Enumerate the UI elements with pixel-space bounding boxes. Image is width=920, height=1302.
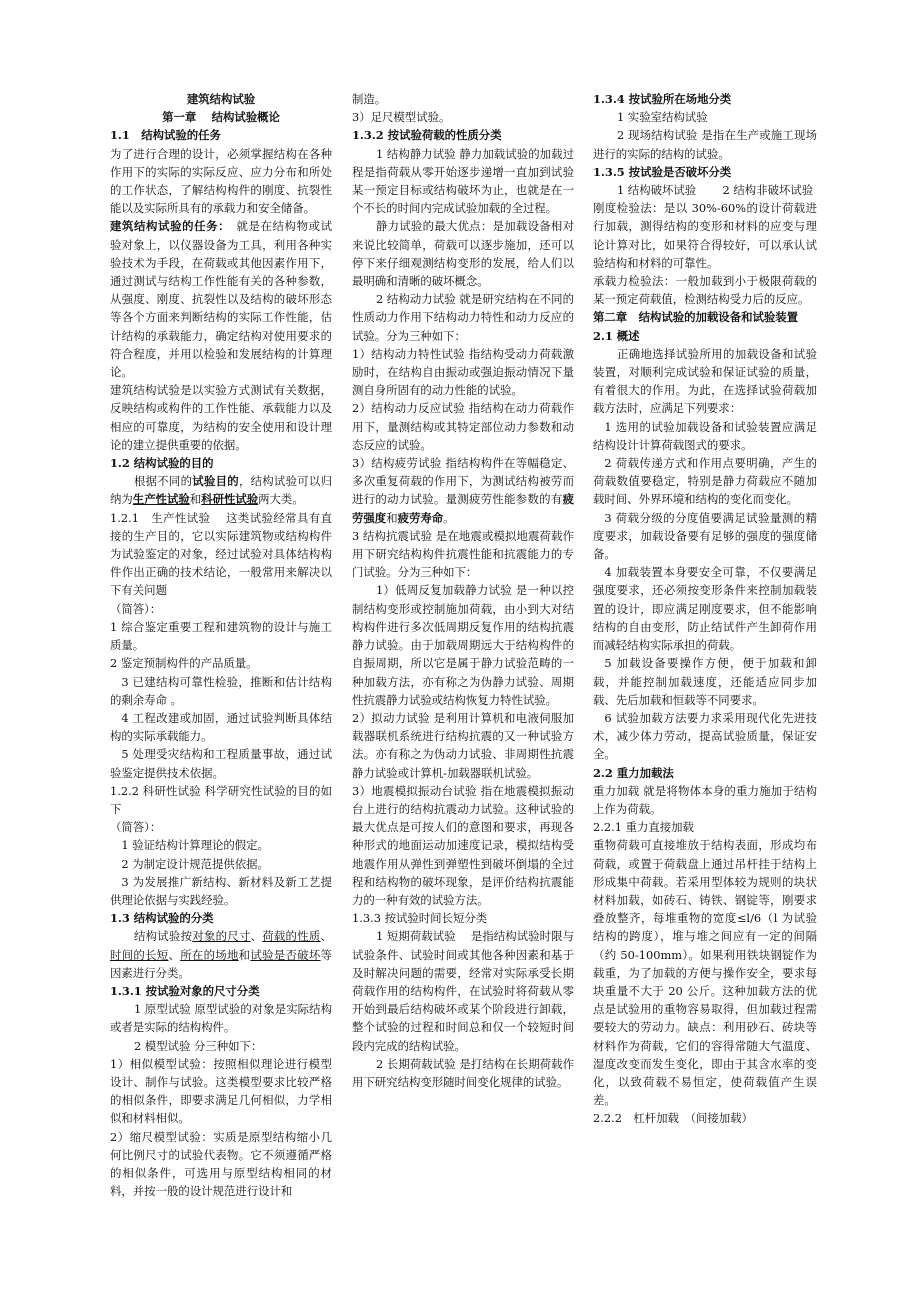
left-text-column: [110, 90, 332, 1200]
paragraph: 2）结构动力反应试验 指结构在动力荷载作用下，量测结构或其特定部位动力参数和动态反应的试验。: [352, 401, 574, 452]
text-run: 、: [168, 947, 181, 962]
emphasis-text: 所在的场地: [180, 947, 239, 962]
text-run: 就是在结构物或试验对象上，以仪器设备为工具，利用各种实验技术为手段，在荷载或其他因素作用下，通过测试与结构工作性能有关的各种参数，从强度、刚度、抗裂性以及结构的破坏形态等各个方面来判断结构的实际工作性能，估计结构的承载能力，确定结构对使用要求的符合程度，并用以检验和发展结构的计算理论。: [110, 219, 332, 380]
emphasis-text: 时间的长短: [110, 947, 169, 962]
paragraph: 1.2.2 科研性试验 科学研究性试验的目的如下: [110, 783, 332, 816]
paragraph: 1.3.3 按试验时间长短分类: [352, 911, 488, 926]
paragraph: 1 综合鉴定重要工程和建筑物的设计与施工质量。: [110, 619, 332, 653]
emphasis-text: 试验目的: [192, 474, 239, 489]
paragraph: 1）相似模型试验：按照相似理论进行模型设计、制作与试验。这类模型要求比较严格的相似条件，即要求满足几何相似，力学相似和材料相似。: [110, 1056, 332, 1126]
text-run: 根据不同的: [133, 474, 193, 489]
paragraph: 5 处理受灾结构和工程质量事故，通过试验鉴定提供技术依据。: [110, 747, 332, 780]
section-heading: 1.3.1 按试验对象的尺寸分类: [110, 983, 260, 998]
paragraph: 1 结构静力试验 静力加载试验的加载过程是指荷载从零开始逐步递增一直加到试验某一预定目标或结构破坏为止，也就是在一个不长的时间内完成试验加载的全过程。: [352, 146, 574, 216]
text-run: 和: [189, 492, 202, 507]
document-title: 第一章 结构试验概论: [162, 110, 280, 125]
emphasis-text: 荷载的性质: [262, 929, 321, 944]
paragraph: 2）缩尺模型试验：实质是原型结构缩小几何比例尺寸的试验代表物。它不须遵循严格的相似条件，可选用与原型结构相同的材料，并按一般的设计规范进行设计和: [110, 1129, 332, 1199]
paragraph: 1 实验室结构试验: [616, 110, 708, 125]
section-heading: 1.3.5 按试验是否破坏分类: [593, 164, 732, 179]
paragraph: 2 现场结构试验 是指在生产或施工现场进行的实际的结构的试验。: [593, 128, 817, 161]
section-heading: 第二章 结构试验的加载设备和试验装置: [593, 310, 799, 325]
emphasis-text: 试验是否破坏: [250, 947, 321, 962]
document-title: 建筑结构试验: [186, 92, 256, 106]
paragraph: [110, 472, 332, 508]
paragraph: 承载力检验法：一般加载到小于极限荷载的某一预定荷载值，检测结构受力后的反应。: [593, 274, 817, 307]
paragraph: [110, 217, 332, 381]
paragraph: 1 短期荷载试验 是指结构试验时限与试验条件、试验时间或其他各种因素和基于及时解决问题的需要，经常对实际承受长期荷载作用的结构构件，在试验时将荷载从零开始到最后结构破坏或某个阶段进行卸载，整个试验的过程和时间总和仅一个较短时间段内完成的结构试验。: [352, 929, 574, 1053]
paragraph: 2 荷载传递方式和作用点要明确，产生的荷载数值要稳定，特别是静力荷载应不随加载时间、外界环境和结构的变化而变化。: [593, 456, 817, 507]
paragraph: 3）地震模拟振动台试验 指在地震模拟振动台上进行的结构抗震动力试验。这种试验的最大优点是可按人们的意图和要求，再现各种形式的地面运动加速度记录，模拟结构受地震作用从弹性到弹塑性到破坏倒塌的全过程和结构物的破坏现象，是评价结构抗震能力的一种有效的试验方法。: [352, 783, 574, 907]
middle-text-column: [352, 90, 574, 1091]
paragraph: [352, 454, 574, 527]
text-run: 等因素进行分类。: [110, 947, 332, 980]
paragraph: [110, 927, 332, 982]
paragraph: 正确地选择试验所用的加载设备和试验装置，对顺利完成试验和保证试验的质量，有着很大的作用。为此，在选择试验荷载加载方法时，应满足下列要求：: [593, 346, 817, 416]
paragraph: 重力加载 就是将物体本身的重力施加于结构上作为荷载。: [593, 783, 817, 816]
paragraph: 1）低周反复加载静力试验 是一种以控制结构变形或控制施加荷载，由小到大对结构构件进行多次低周期反复作用的结构抗震静力试验。由于加载周期远大于结构构件的自振周期，所以它是属于静力试验范畴的一种加载方法，亦有称之为伪静力试验、周期性抗震静力试验或结构恢复力特性试验。: [352, 583, 574, 707]
paragraph: 1.2.1 生产性试验 这类试验经常具有直接的生产目的，它以实际建筑物或结构构件为试验鉴定的对象，经过试验对具体结构构件作出正确的技术结论，一般常用来解决以下有关问题: [110, 510, 332, 598]
paragraph: 1 结构破坏试验 2 结构非破坏试验: [616, 183, 814, 198]
text-run: 。: [443, 510, 455, 525]
paragraph: 5 加载设备要操作方便，便于加载和卸载，并能控制加载速度，还能适应同步加载、先后加载和恒载等不同要求。: [593, 656, 817, 707]
section-heading: 2.2 重力加载法: [593, 765, 674, 780]
emphasis-text: 疲劳寿命: [397, 510, 444, 525]
paragraph: （简答）：: [110, 820, 162, 835]
text-run: 两大类。: [258, 492, 304, 507]
section-heading: 1.3.4 按试验所在场地分类: [593, 92, 732, 106]
emphasis-text: 对象的尺寸: [192, 929, 251, 944]
section-heading: 1.1 结构试验的任务: [110, 128, 221, 143]
section-heading: 2.1 概述: [593, 328, 640, 343]
paragraph: 3 为发展推广新结构、新材料及新工艺提供理论依据与实践经验。: [110, 874, 332, 907]
section-heading: 1.3 结构试验的分类: [110, 911, 214, 926]
paragraph: 3 已建结构可靠性检验，推断和估计结构的剩余寿命 。: [110, 674, 332, 707]
paragraph: 2 结构动力试验 就是研究结构在不同的性质动力作用下结构动力特性和动力反应的试验。分为三种如下：: [352, 292, 574, 343]
paragraph: 刚度检验法：是以 30%-60%的设计荷载进行加载，测得结构的变形和材料的应变与理论计算对比，如果符合得较好，可以承认试验结构和材料的可靠性。: [593, 201, 817, 270]
emphasis-text: 疲劳强度: [352, 492, 574, 525]
paragraph: 为了进行合理的设计，必须掌握结构在各种作用下的实际的实际反应、应力分布和所处的工作状态，了解结构构件的刚度、抗裂性能以及实际所具有的承载力和安全储备。: [110, 146, 332, 216]
paragraph: 2 长期荷载试验 是打结构在长期荷载作用下研究结构变形随时间变化规律的试验。: [352, 1056, 574, 1089]
section-heading: 1.2 结构试验的目的: [110, 456, 214, 471]
paragraph: 1）结构动力特性试验 指结构受动力荷载激励时，在结构自由振动或强迫振动情况下量测自身所固有的动力性能的试验。: [352, 346, 574, 398]
paragraph: 1 原型试验 原型试验的对象是实际结构或者是实际的结构构件。: [110, 1002, 332, 1035]
paragraph: 3 荷载分级的分度值要满足试验量测的精度要求，加载设备要有足够的强度的强度储备。: [593, 510, 817, 562]
paragraph: 4 工程改建或加固，通过试验判断具体结构的实际承载能力。: [110, 710, 332, 744]
paragraph: 2.2.2 杠杆加载 （间接加载）: [593, 1111, 753, 1126]
text-run: 结构试验按: [133, 929, 193, 944]
paragraph: 2）拟动力试验 是利用计算机和电液伺服加载器联机系统进行结构抗震的又一种试验方法。亦有称之为伪动力试验、非周期性抗震静力试验或计算机-加载器联机试验。: [352, 710, 574, 780]
paragraph: 2 模型试验 分三种如下：: [133, 1038, 263, 1053]
text-run: 3）结构疲劳试验 指结构构件在等幅稳定、多次重复荷载的作用下，为测试结构被劳而进行的动力试验。量测疲劳性能参数的有: [352, 456, 574, 507]
paragraph: 3 结构抗震试验 是在地震或模拟地震荷载作用下研究结构构件抗震性能和抗震能力的专门试验。分为三种如下：: [352, 528, 574, 580]
paragraph: 静力试验的最大优点：是加载设备相对来说比较简单，荷载可以逐步施加，还可以停下来仔细观测结构变形的发展，给人们以最明确和清晰的破坏概念。: [352, 219, 574, 289]
paragraph: 重物荷载可直接堆放于结构表面，形成均布荷载，或置于荷载盘上通过吊杆挂于结构上形成集中荷载。若采用型体较为规则的块状材料加载，如砖石、铸铁、钢锭等，刚要求叠放整齐，每堆重物的宽度≤l/6（l 为试验结构的跨度），堆与堆之间应有一定的间隔（约 50-100mm）。如果利用铁块钢锭作为载重，为了加载的方便与操作安全，要求每块重量不大于 20 公斤。这种加载方法的优点是试验用的重物容易取得，但加载过程需要较大的劳动力。缺点：利用砂石、砖块等材料作为荷载，它们的容得常随大气温度、湿度改变而发生变化，即由于其含水率的变化，以致荷载不易恒定，使荷载值产生误差。: [593, 838, 817, 1108]
paragraph: 1 选用的试验加载设备和试验装置应满足结构设计计算荷载图式的要求。: [593, 419, 817, 452]
paragraph: 1 验证结构计算理论的假定。: [121, 838, 269, 853]
paragraph: 制造。: [352, 92, 387, 106]
emphasis-text: 生产性试验: [132, 492, 190, 507]
paragraph: 建筑结构试验是以实验方式测试有关数据，反映结构或构件的工作性能、承载能力以及相应的可靠度，为结构的安全使用和设计理论的建立提供重要的依据。: [110, 383, 332, 452]
emphasis-text: 建筑结构试验的任务：: [110, 219, 225, 234]
section-heading: 1.3.2 按试验荷载的性质分类: [352, 128, 502, 143]
paragraph: （简答）：: [110, 601, 162, 616]
text-run: 、: [250, 929, 263, 944]
emphasis-text: 科研性试验: [201, 492, 259, 507]
paragraph: 6 试验加载方法要力求采用现代化先进技术，减少体力劳动，提高试验质量，保证安全。: [593, 710, 817, 762]
right-text-column: [593, 90, 817, 1128]
paragraph: 2 为制定设计规范提供依据。: [121, 856, 269, 871]
text-run: ，结构试验可以归纳为: [110, 474, 332, 507]
paragraph: 2.2.1 重力直接加载: [593, 820, 694, 835]
text-run: 和: [238, 947, 251, 962]
text-run: 和: [386, 510, 398, 525]
text-run: 、: [320, 929, 332, 944]
paragraph: 2 鉴定预制构件的产品质量。: [110, 656, 258, 671]
paragraph: 3）足尺模型试验。: [352, 110, 451, 125]
paragraph: 4 加载装置本身要安全可靠，不仅要满足强度要求，还必须按变形条件来控制加载装置的设计，即应满足刚度要求，但不能影响结构的自由变形，防止结试件产生卸荷作用而减轻结构实际承担的荷载。: [593, 565, 817, 653]
